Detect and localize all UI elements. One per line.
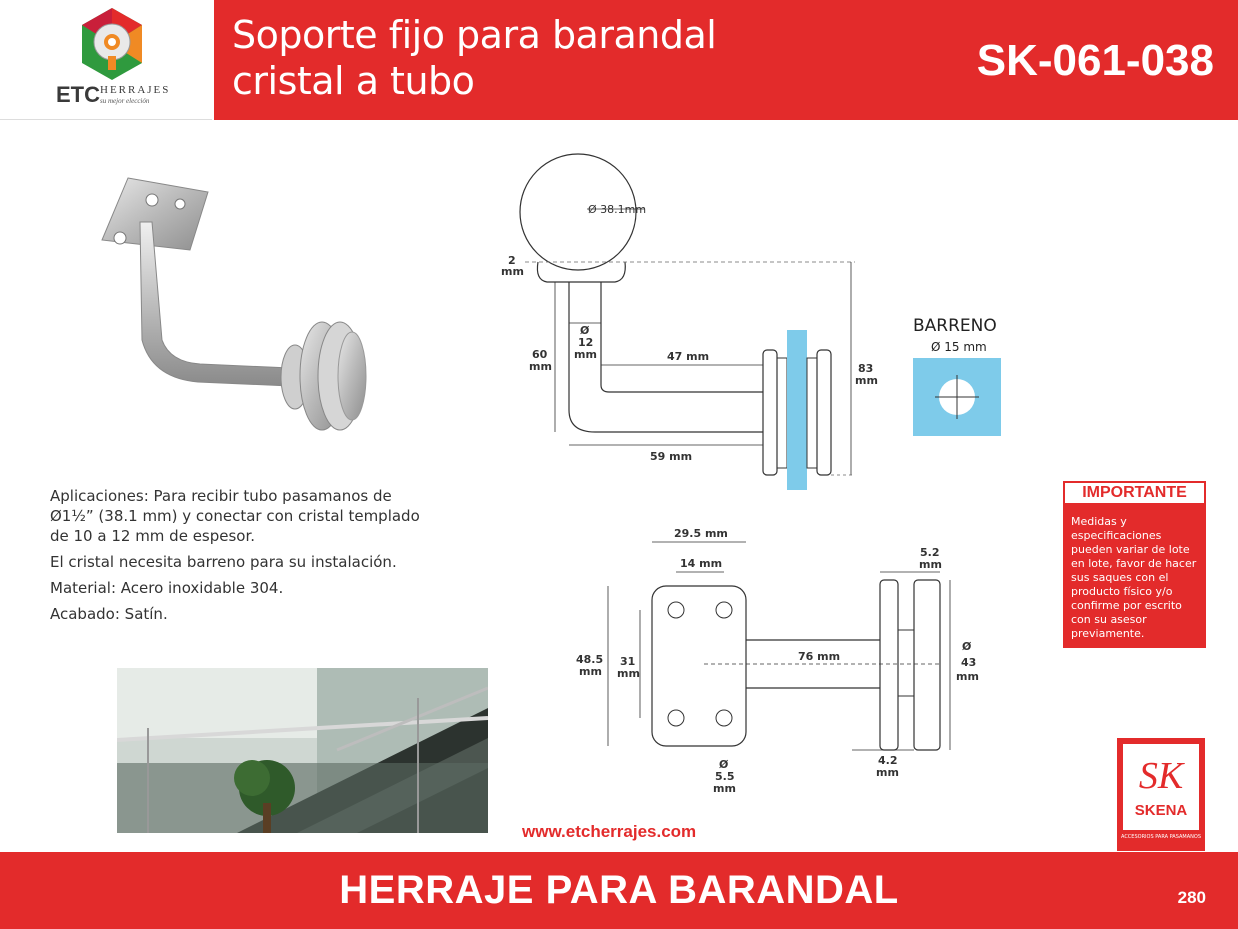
ball-diameter-label: Ø 38.1mm bbox=[588, 203, 647, 216]
gap-unit: mm bbox=[501, 265, 524, 278]
glass-note-text: El cristal necesita barreno para su instalación. bbox=[50, 553, 397, 571]
rod-unit: mm bbox=[574, 348, 597, 361]
website-link[interactable]: www.etcherrajes.com bbox=[522, 822, 697, 841]
gap-value: 2 bbox=[508, 254, 516, 267]
hole-symbol: Ø bbox=[719, 758, 729, 771]
length-76-label: 76 mm bbox=[798, 650, 841, 663]
title-bar bbox=[214, 0, 1238, 120]
barreno-hole-diagram bbox=[913, 358, 1001, 436]
height-60-unit: mm bbox=[529, 360, 552, 373]
page-number: 280 bbox=[1177, 888, 1206, 907]
height-48-unit: mm bbox=[579, 665, 602, 678]
skena-logo bbox=[1117, 738, 1205, 851]
brand-slogan: su mejor elección bbox=[100, 97, 150, 105]
cap-52-unit: mm bbox=[919, 558, 942, 571]
height-60-value: 60 bbox=[532, 348, 548, 361]
cap-43-value: 43 bbox=[961, 656, 977, 669]
width-14-label: 14 mm bbox=[680, 557, 723, 570]
finish-text: Acabado: Satín. bbox=[50, 605, 168, 623]
skena-tagline: ACCESORIOS PARA PASAMANOS bbox=[1120, 834, 1201, 840]
height-31-value: 31 bbox=[620, 655, 636, 668]
height-48-value: 48.5 bbox=[576, 653, 604, 666]
barreno-title: BARRENO bbox=[913, 316, 997, 336]
cap-42-value: 4.2 bbox=[878, 754, 898, 767]
reach-59-label: 59 mm bbox=[650, 450, 693, 463]
cap-43-symbol: Ø bbox=[962, 640, 972, 653]
top-view-drawing bbox=[570, 520, 990, 805]
footer-title: HERRAJE PARA BARANDAL bbox=[339, 868, 899, 912]
important-notice bbox=[1063, 481, 1206, 648]
header bbox=[0, 0, 1238, 120]
product-title-line1: Soporte fijo para barandal bbox=[232, 13, 717, 57]
cap-42-unit: mm bbox=[876, 766, 899, 779]
skena-letters: SK bbox=[1138, 755, 1184, 797]
important-body: Medidas y especificaciones pueden variar de lote en lote, favor de hacer sus saques con el producto físico y/o confirme por escrito con su asesor previamente. bbox=[1071, 515, 1197, 640]
side-view-drawing bbox=[495, 140, 885, 500]
total-83-unit: mm bbox=[855, 374, 878, 387]
brand-logo bbox=[0, 0, 212, 120]
hole-unit: mm bbox=[713, 782, 736, 795]
barreno-diameter: Ø 15 mm bbox=[931, 340, 987, 354]
skena-name: SKENA bbox=[1134, 802, 1188, 819]
product-title-line2: cristal a tubo bbox=[232, 59, 475, 103]
height-31-unit: mm bbox=[617, 667, 640, 680]
product-title bbox=[232, 12, 716, 104]
cap-43-unit: mm bbox=[956, 670, 979, 683]
brand-subname: HERRAJES bbox=[100, 84, 171, 96]
cap-52-value: 5.2 bbox=[920, 546, 940, 559]
brand-hexagon-icon bbox=[80, 6, 144, 82]
width-29-label: 29.5 mm bbox=[674, 527, 728, 540]
applications-text: Aplicaciones: Para recibir tubo pasamanos de Ø1½” (38.1 mm) y conectar con cristal templado de 10 a 12 mm de espesor. bbox=[50, 487, 420, 545]
skena-logo-inner bbox=[1123, 744, 1199, 830]
reach-47-label: 47 mm bbox=[667, 350, 710, 363]
rod-symbol: Ø bbox=[580, 324, 590, 337]
brand-name: ETC bbox=[56, 82, 100, 107]
rod-value: 12 bbox=[578, 336, 594, 349]
product-photo bbox=[90, 170, 380, 440]
important-heading: IMPORTANTE bbox=[1063, 481, 1206, 505]
hole-value: 5.5 bbox=[715, 770, 735, 783]
product-code: SK-061-038 bbox=[976, 36, 1214, 85]
footer bbox=[0, 852, 1238, 929]
installation-photo bbox=[117, 668, 488, 833]
total-83-value: 83 bbox=[858, 362, 874, 375]
product-description bbox=[50, 486, 430, 630]
material-text: Material: Acero inoxidable 304. bbox=[50, 579, 284, 597]
